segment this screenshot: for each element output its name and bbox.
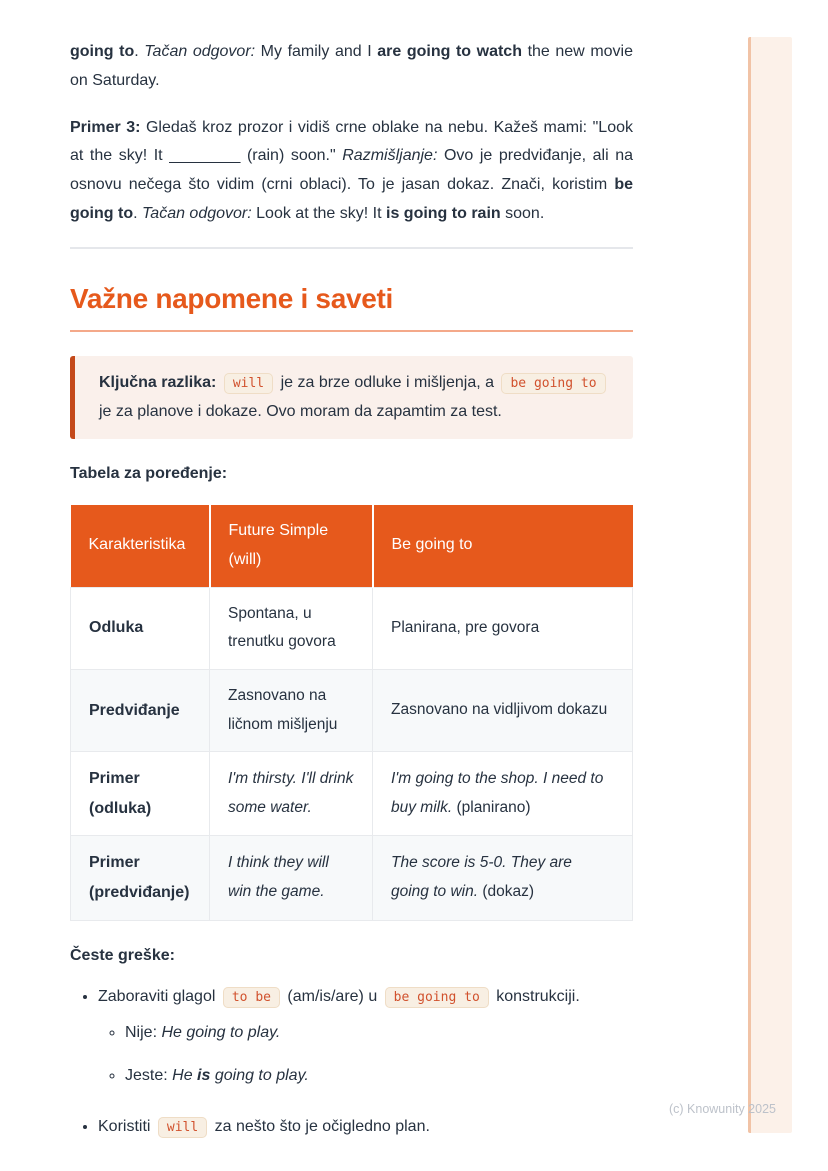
text-segment: He — [172, 1067, 198, 1085]
paragraph-primer3 — [70, 114, 633, 229]
section-divider — [70, 247, 633, 249]
cell-going-to — [373, 587, 633, 669]
mistakes-list — [70, 983, 633, 1142]
text-segment: konstrukciji. — [491, 987, 580, 1005]
cell-will — [210, 752, 373, 836]
inline-code: will — [224, 373, 273, 394]
page-edge-strip — [748, 37, 792, 1133]
text-segment: je za brze odluke i mišljenja, a — [276, 373, 499, 391]
text-segment: (am/is/are) u — [282, 987, 382, 1005]
text-segment: soon. — [500, 204, 545, 222]
text-segment: Planirana, pre govora — [391, 618, 540, 636]
text-segment: the new movie on Saturday. — [70, 43, 633, 89]
row-label: Odluka — [71, 587, 210, 669]
text-segment: . — [133, 204, 142, 222]
text-segment: are going to watch — [377, 43, 522, 60]
column-header-be-going-to: Be going to — [373, 505, 633, 587]
cell-will — [210, 669, 373, 751]
row-label: Primer (odluka) — [71, 752, 210, 836]
text-segment — [216, 374, 220, 391]
inline-code: to be — [223, 987, 280, 1008]
text-segment: (dokaz) — [478, 883, 535, 901]
text-segment: Primer 3: — [70, 118, 141, 136]
text-segment: going to — [70, 43, 135, 60]
text-segment: je za planove i dokaze. Ovo moram da zapamtim za test. — [99, 403, 502, 421]
text-segment: Gledaš kroz prozor i vidiš crne oblake na nebu. Kažeš mami: "Look at the sky! It ________ (rain) soon." — [70, 118, 634, 165]
text-segment: Ključna razlika: — [99, 373, 217, 391]
list-item — [125, 1019, 633, 1048]
list-item — [98, 983, 633, 1091]
cell-going-to — [373, 836, 633, 920]
text-segment: Zaboraviti glagol — [98, 987, 220, 1005]
text-segment: Jeste: — [125, 1067, 173, 1085]
text-segment: I'm going to the shop. I need to buy milk. — [391, 770, 604, 816]
text-segment: be going to — [70, 176, 633, 222]
row-label: Primer (predviđanje) — [71, 836, 210, 920]
text-segment: za nešto što je očigledno plan. — [210, 1118, 430, 1136]
text-segment: Ovo je predviđanje, ali na osnovu nečega što vidim (crni oblaci). To je jasan dokaz. Znači, koristim — [70, 147, 634, 194]
comparison-table-label: Tabela za poređenje: — [70, 464, 228, 482]
text-segment: Look at the sky! It — [251, 204, 386, 222]
text-segment: I'm thirsty. I'll drink some water. — [228, 770, 354, 816]
table-header — [71, 505, 633, 587]
column-header-future-simple: Future Simple (will) — [210, 505, 373, 587]
text-segment: He going to play. — [161, 1024, 281, 1042]
callout-text — [99, 368, 609, 427]
inline-code: will — [158, 1117, 207, 1138]
text-segment: is going to rain — [386, 204, 501, 222]
paragraph-answer-primer2 — [70, 38, 633, 96]
text-segment: Tačan odgovor: — [144, 43, 256, 60]
inline-code: be going to — [385, 987, 489, 1008]
text-segment: is — [197, 1067, 211, 1085]
cell-going-to — [373, 752, 633, 836]
copyright-notice: (c) Knowunity 2025 — [668, 1102, 776, 1116]
inline-code: be going to — [501, 373, 605, 394]
text-segment: . — [134, 43, 145, 60]
text-segment: Nije: — [125, 1024, 162, 1042]
comparison-table — [70, 505, 633, 921]
text-segment: My family and I — [255, 43, 378, 60]
list-item — [125, 1062, 633, 1091]
table-row — [71, 752, 633, 836]
mistakes-label: Česte greške: — [70, 946, 175, 964]
text-segment: Spontana, u trenutku govora — [228, 604, 336, 651]
table-row — [71, 669, 633, 751]
text-segment: (planirano) — [452, 798, 531, 816]
document-content — [70, 38, 633, 1152]
text-segment: Koristiti — [98, 1118, 155, 1136]
text-segment: going to play. — [210, 1067, 309, 1085]
text-segment: Zasnovano na ličnom mišljenju — [228, 686, 338, 733]
list-item — [98, 1113, 633, 1142]
text-segment: I think they will win the game. — [228, 854, 329, 901]
text-segment: The score is 5-0. They are going to win. — [391, 854, 572, 901]
column-header-karakteristika: Karakteristika — [71, 505, 210, 587]
cell-will — [210, 836, 373, 920]
text-segment: Tačan odgovor: — [141, 204, 252, 222]
cell-will — [210, 587, 373, 669]
row-label: Predviđanje — [71, 669, 210, 751]
text-segment: Zasnovano na vidljivom dokazu — [391, 701, 608, 719]
list-item-text — [98, 988, 580, 1005]
mistakes-sublist — [98, 1019, 633, 1091]
section-heading: Važne napomene i saveti — [70, 283, 633, 332]
table-header-row — [71, 505, 633, 587]
cell-going-to — [373, 669, 633, 751]
key-difference-callout — [70, 356, 633, 439]
text-segment: Razmišljanje: — [342, 147, 438, 165]
table-row — [71, 836, 633, 920]
table-row — [71, 587, 633, 669]
